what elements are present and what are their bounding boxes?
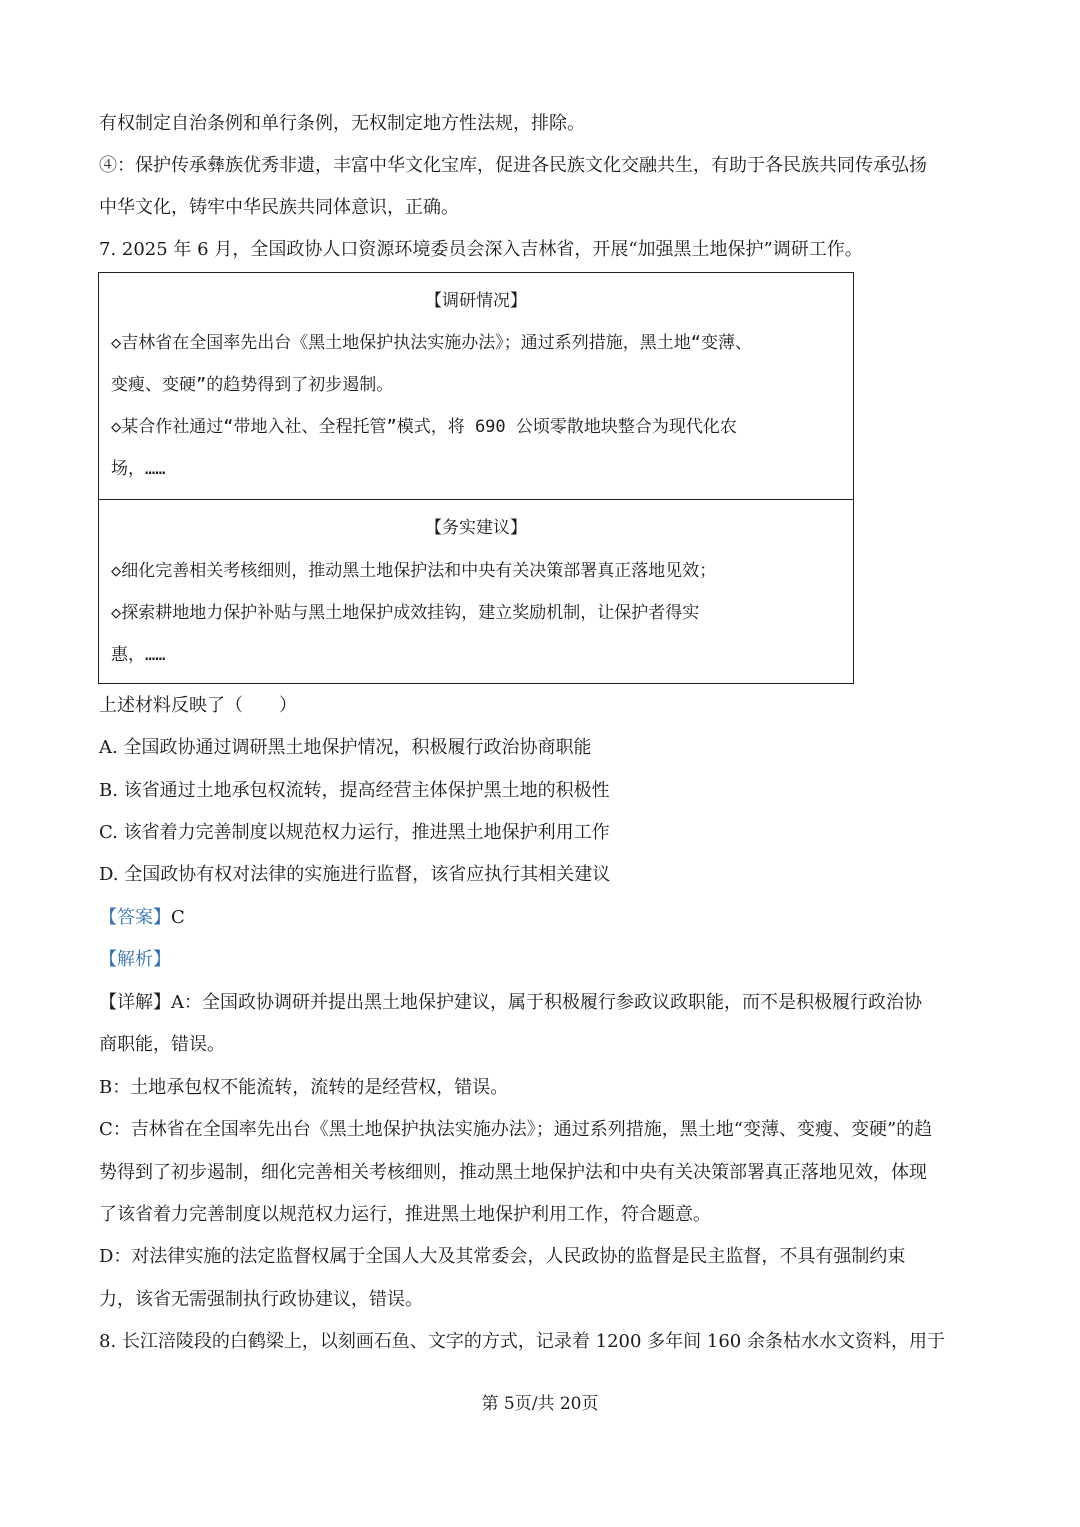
table-line: 变瘦、变硬”的趋势得到了初步遏制。 [111, 375, 394, 395]
table-divider [99, 499, 853, 500]
table-line: ◇吉林省在全国率先出台《黑土地保护执法实施办法》；通过系列措施，黑土地“变薄、 [111, 333, 752, 353]
detail-line: 【详解】A：全国政协调研并提出黑土地保护建议，属于积极履行参政议政职能，而不是积极履行政治协 [99, 992, 922, 1013]
question-prompt: 上述材料反映了（ ） [99, 695, 297, 716]
table-line: 场，…… [111, 459, 166, 479]
intro-line-1: 有权制定自治条例和单行条例，无权制定地方性法规，排除。 [99, 113, 585, 134]
table-line: ◇细化完善相关考核细则，推动黑土地保护法和中央有关决策部署真正落地见效； [111, 561, 717, 581]
material-table [98, 272, 854, 684]
option-a: A. 全国政协通过调研黑土地保护情况，积极履行政治协商职能 [99, 737, 592, 758]
option-b: B. 该省通过土地承包权流转，提高经营主体保护黑土地的积极性 [99, 780, 610, 801]
intro-line-3: 中华文化，铸牢中华民族共同体意识，正确。 [99, 197, 459, 218]
question-7-stem: 7. 2025 年 6 月，全国政协人口资源环境委员会深入吉林省，开展“加强黑土地保护”调研工作。 [99, 239, 863, 260]
detail-line: C：吉林省在全国率先出台《黑土地保护执法实施办法》；通过系列措施，黑土地“变薄、变瘦、变硬”的趋 [99, 1119, 933, 1140]
detail-line: 商职能，错误。 [99, 1034, 225, 1055]
detail-line: B：土地承包权不能流转，流转的是经营权，错误。 [99, 1077, 509, 1098]
intro-line-2: ④：保护传承彝族优秀非遗，丰富中华文化宝库，促进各民族文化交融共生，有助于各民族共同传承弘扬 [99, 155, 927, 176]
answer-label: 【答案】 [99, 907, 171, 928]
table-line: ◇某合作社通过“带地入社、全程托管”模式，将 690 公顷零散地块整合为现代化农 [111, 417, 737, 437]
detail-line: D：对法律实施的法定监督权属于全国人大及其常委会，人民政协的监督是民主监督，不具有强制约束 [99, 1246, 906, 1267]
detail-line: 了该省着力完善制度以规范权力运行，推进黑土地保护利用工作，符合题意。 [99, 1204, 711, 1225]
analysis-label: 【解析】 [99, 949, 171, 970]
question-8-stem: 8. 长江涪陵段的白鹤梁上，以刻画石鱼、文字的方式，记录着 1200 多年间 160 余条枯水水文资料，用于 [99, 1331, 945, 1352]
option-d: D. 全国政协有权对法律的实施进行监督，该省应执行其相关建议 [99, 864, 611, 885]
detail-line: 力，该省无需强制执行政协建议，错误。 [99, 1289, 423, 1310]
section-heading-suggestions: 【务实建议】 [425, 518, 527, 538]
answer [99, 906, 185, 930]
answer-value: C [171, 907, 185, 928]
option-c: C. 该省着力完善制度以规范权力运行，推进黑土地保护利用工作 [99, 822, 610, 843]
section-heading-research: 【调研情况】 [425, 291, 527, 311]
detail-line: 势得到了初步遏制，细化完善相关考核细则，推动黑土地保护法和中央有关决策部署真正落地见效，体现 [99, 1162, 927, 1183]
table-line: 惠，…… [111, 645, 166, 665]
page-number: 第 5页/共 20页 [481, 1394, 599, 1414]
table-line: ◇探索耕地地力保护补贴与黑土地保护成效挂钩，建立奖励机制，让保护者得实 [111, 603, 700, 623]
